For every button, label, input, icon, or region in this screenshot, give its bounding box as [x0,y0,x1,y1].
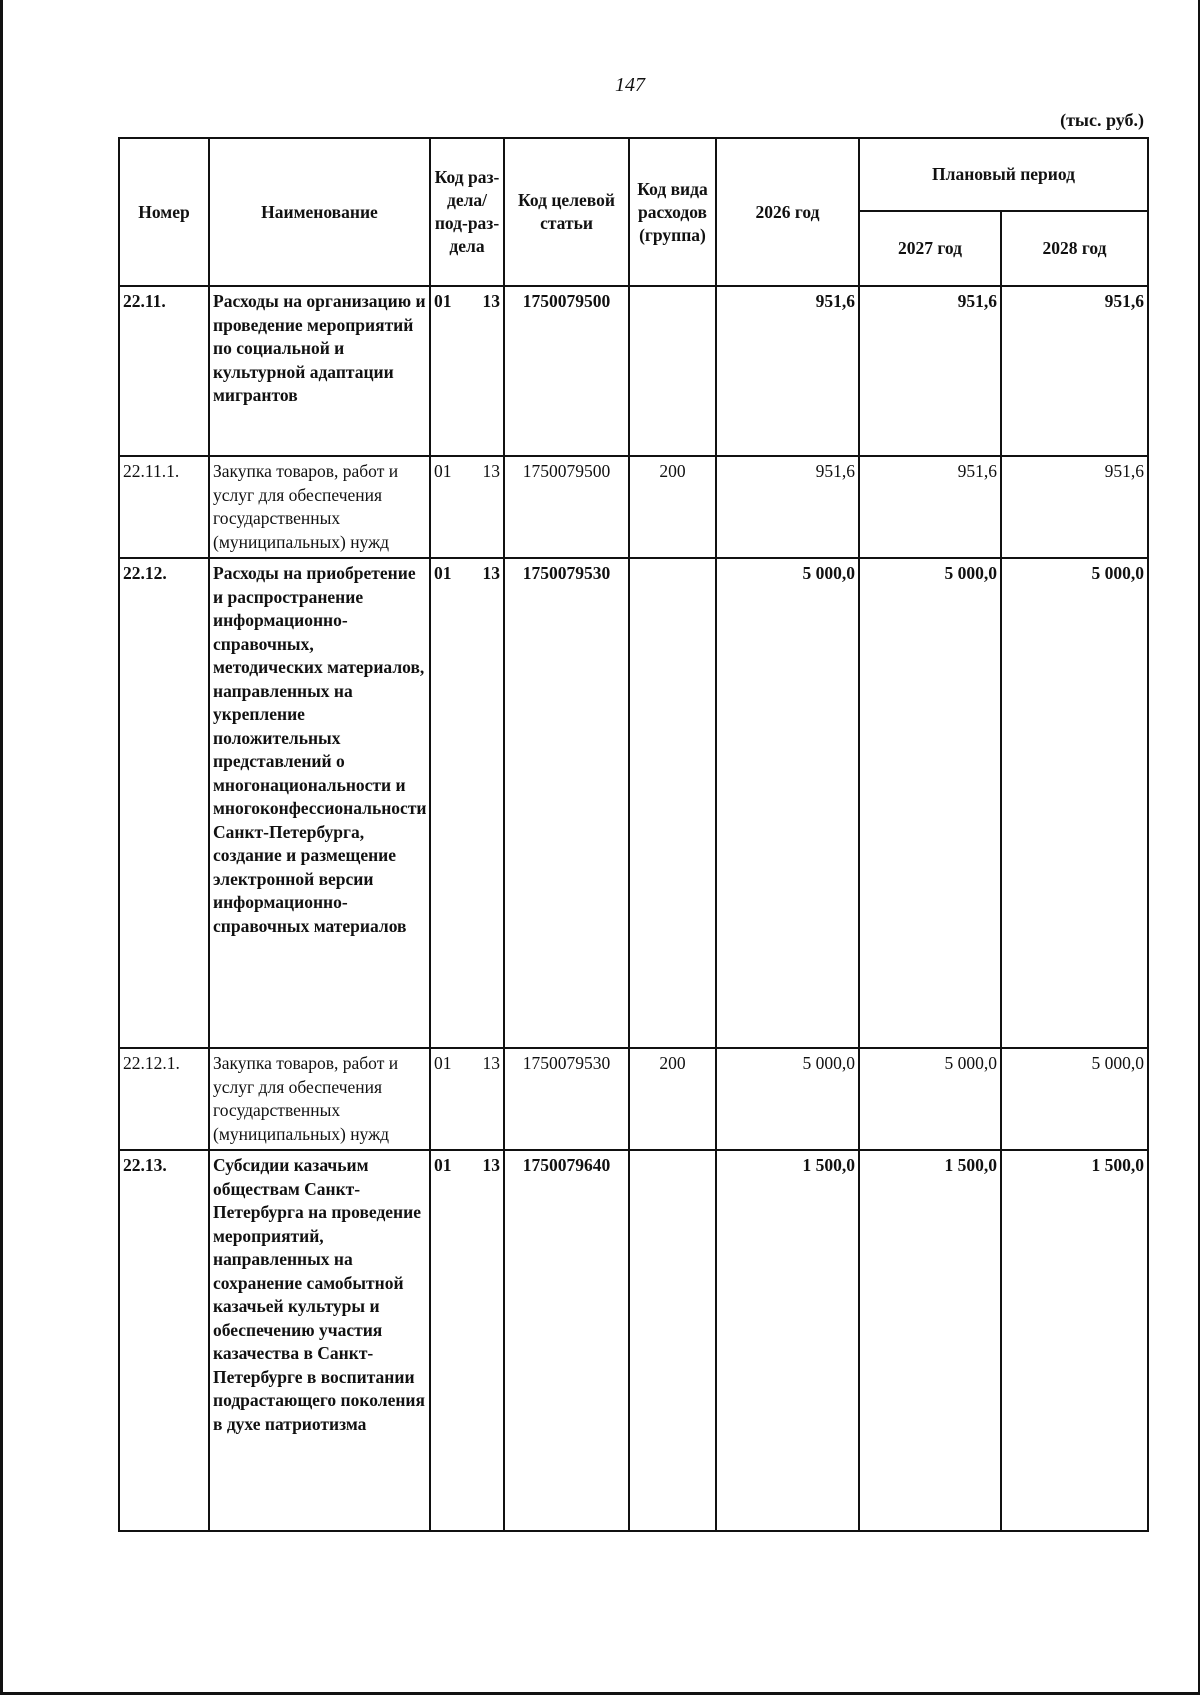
row-kcs: 1750079530 [504,1048,629,1150]
row-name: Закупка товаров, работ и услуг для обеспечения государственных (муниципальных) нужд [209,1048,430,1150]
header-2027: 2027 год [859,211,1001,286]
row-kcs: 1750079500 [504,456,629,558]
podrazdel-code: 13 [482,461,500,481]
row-name: Закупка товаров, работ и услуг для обеспечения государственных (муниципальных) нужд [209,456,430,558]
header-planned-period: Плановый период [859,138,1148,211]
table-row [119,286,1148,456]
row-2028: 5 000,0 [1001,1048,1148,1150]
row-2028: 951,6 [1001,286,1148,456]
row-number: 22.11. [119,286,209,456]
row-razdel [430,286,504,456]
row-number: 22.13. [119,1150,209,1531]
row-2027: 1 500,0 [859,1150,1001,1531]
row-kvr: 200 [629,456,716,558]
budget-table [118,137,1149,1532]
row-2027: 951,6 [859,456,1001,558]
row-name: Расходы на приобретение и распространение информационно-справочных, методических материалов, направленных на укрепление положительных представлений о многонациональности и многоконфессиональности Санкт-Петербурга, создание и размещение электронной версии информационно-справочных материалов [209,558,430,1048]
header-number: Номер [119,138,209,286]
units-label: (тыс. руб.) [1060,110,1144,130]
header-2026: 2026 год [716,138,859,286]
razdel-code: 01 [434,563,452,583]
razdel-code: 01 [434,461,452,481]
table-row [119,456,1148,558]
row-kcs: 1750079640 [504,1150,629,1531]
row-2026: 5 000,0 [716,558,859,1048]
podrazdel-code: 13 [482,1053,500,1073]
podrazdel-code: 13 [482,563,500,583]
row-kcs: 1750079500 [504,286,629,456]
row-kvr [629,1150,716,1531]
row-name: Субсидии казачьим обществам Санкт-Петербурга на проведение мероприятий, направленных на сохранение самобытной казачьей культуры и обеспечению участия казачества в Санкт-Петербурге в воспитании подрастающего поколения в духе патриотизма [209,1150,430,1531]
row-number: 22.11.1. [119,456,209,558]
razdel-code: 01 [434,1155,452,1175]
row-2026: 951,6 [716,286,859,456]
row-kcs: 1750079530 [504,558,629,1048]
row-2026: 1 500,0 [716,1150,859,1531]
row-razdel [430,1150,504,1531]
podrazdel-code: 13 [482,291,500,311]
row-razdel [430,558,504,1048]
header-2028: 2028 год [1001,211,1148,286]
row-2026: 951,6 [716,456,859,558]
header-name: Наименование [209,138,430,286]
row-name: Расходы на организацию и проведение мероприятий по социальной и культурной адаптации мигрантов [209,286,430,456]
row-kvr [629,286,716,456]
table-row [119,1150,1148,1531]
row-kvr [629,558,716,1048]
row-razdel [430,456,504,558]
row-2028: 5 000,0 [1001,558,1148,1048]
header-kvr: Код вида расходов (группа) [629,138,716,286]
row-2027: 5 000,0 [859,558,1001,1048]
row-razdel [430,1048,504,1150]
razdel-code: 01 [434,1053,452,1073]
row-number: 22.12. [119,558,209,1048]
row-2026: 5 000,0 [716,1048,859,1150]
podrazdel-code: 13 [482,1155,500,1175]
row-2028: 951,6 [1001,456,1148,558]
table-row [119,558,1148,1048]
row-kvr: 200 [629,1048,716,1150]
header-kcs: Код целевой статьи [504,138,629,286]
table-row [119,1048,1148,1150]
razdel-code: 01 [434,291,452,311]
page-number: 147 [615,74,645,96]
header-razdel: Код раз-дела/ под-раз-дела [430,138,504,286]
row-2028: 1 500,0 [1001,1150,1148,1531]
row-2027: 951,6 [859,286,1001,456]
row-number: 22.12.1. [119,1048,209,1150]
row-2027: 5 000,0 [859,1048,1001,1150]
